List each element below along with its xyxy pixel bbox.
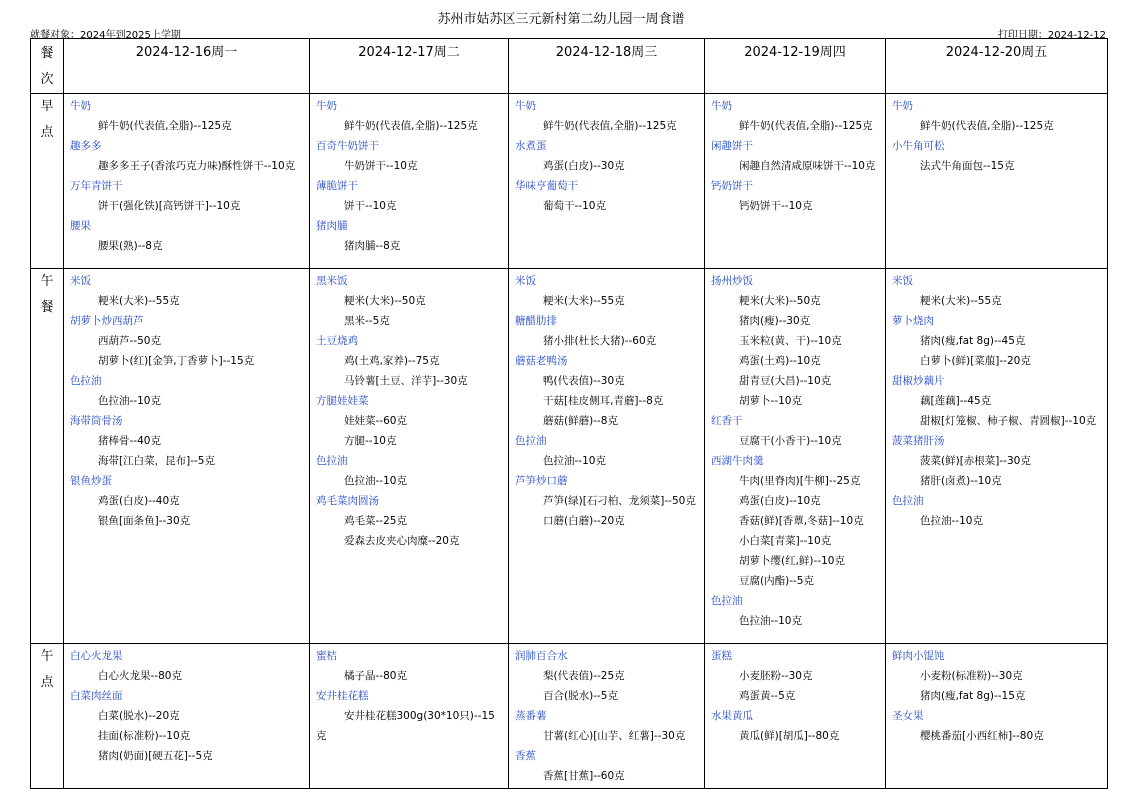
ingredient-item: 海带[江白菜，昆布]--5克 bbox=[98, 455, 215, 467]
ingredient-item: 猪肝(卤煮)--10克 bbox=[920, 475, 1002, 487]
menu-cell-snack-mon bbox=[64, 644, 310, 789]
ingredient-item: 色拉油--10克 bbox=[344, 475, 407, 487]
ingredient-item: 闲趣自然清咸原味饼干--10克 bbox=[739, 160, 876, 172]
dish-name: 腰果 bbox=[70, 220, 91, 232]
dish-name: 小牛角可松 bbox=[892, 140, 945, 152]
ingredient-item: 法式牛角面包--15克 bbox=[920, 160, 1015, 172]
ingredient-item: 鸡(土鸡,家养)--75克 bbox=[344, 355, 440, 367]
dish-name: 色拉油 bbox=[711, 595, 743, 607]
dish-name: 鲜肉小馄饨 bbox=[892, 650, 945, 662]
ingredient-item: 白菜(脱水)--20克 bbox=[98, 710, 180, 722]
ingredient-item: 色拉油--10克 bbox=[98, 395, 161, 407]
ingredient-item: 粳米(大米)--55克 bbox=[543, 295, 625, 307]
dish-name: 萝卜烧肉 bbox=[892, 315, 934, 327]
dish-name: 蘑菇老鸭汤 bbox=[515, 355, 568, 367]
ingredient-item: 豆腐(内酯)--5克 bbox=[739, 575, 814, 587]
ingredient-item: 粳米(大米)--50克 bbox=[344, 295, 426, 307]
dish-name: 香蕉 bbox=[515, 750, 536, 762]
dish-name: 猪肉脯 bbox=[316, 220, 348, 232]
header-row bbox=[31, 39, 1108, 94]
meal-row-snack bbox=[31, 644, 1108, 789]
meal-label-breakfast bbox=[31, 94, 64, 269]
dish-name: 土豆烧鸡 bbox=[316, 335, 358, 347]
ingredient-item: 鸡蛋黄--5克 bbox=[739, 690, 796, 702]
dish-name: 牛奶 bbox=[70, 100, 91, 112]
menu-cell-snack-fri bbox=[886, 644, 1108, 789]
menu-cell-snack-tue bbox=[310, 644, 509, 789]
dish-name: 米饭 bbox=[515, 275, 536, 287]
dish-name: 水果黄瓜 bbox=[711, 710, 753, 722]
ingredient-item: 蘑菇(鲜蘑)--8克 bbox=[543, 415, 618, 427]
ingredient-item: 爱森去皮夹心肉糜--20克 bbox=[344, 535, 460, 547]
ingredient-item: 鸡蛋(土鸡)--10克 bbox=[739, 355, 821, 367]
ingredient-item: 香菇(鲜)[香蕈,冬菇]--10克 bbox=[739, 515, 864, 527]
ingredient-item: 色拉油--10克 bbox=[543, 455, 606, 467]
corner-label-2: 次 bbox=[40, 72, 54, 87]
dish-name: 色拉油 bbox=[316, 455, 348, 467]
dish-name: 蜜桔 bbox=[316, 650, 337, 662]
meal-label-lunch bbox=[31, 269, 64, 644]
dish-name: 扬州炒饭 bbox=[711, 275, 753, 287]
dish-name: 海带筒骨汤 bbox=[70, 415, 123, 427]
dish-name: 米饭 bbox=[70, 275, 91, 287]
ingredient-item: 趣多多王子(香浓巧克力味)酥性饼干--10克 bbox=[98, 160, 296, 172]
ingredient-item: 香蕉[甘蕉]--60克 bbox=[543, 770, 625, 782]
ingredient-item: 鲜牛奶(代表值,全脂)--125克 bbox=[920, 120, 1054, 132]
day-header-wed: 2024-12-18周三 bbox=[509, 39, 705, 94]
dish-name: 西湖牛肉羹 bbox=[711, 455, 764, 467]
dish-name: 黑米饭 bbox=[316, 275, 348, 287]
ingredient-item: 梨(代表值)--25克 bbox=[543, 670, 625, 682]
ingredient-item: 西葫芦--50克 bbox=[98, 335, 161, 347]
ingredient-item: 胡萝卜(红)[金笋,丁香萝卜]--15克 bbox=[98, 355, 255, 367]
ingredient-item: 鲜牛奶(代表值,全脂)--125克 bbox=[344, 120, 478, 132]
meal-row-breakfast bbox=[31, 94, 1108, 269]
ingredient-item: 鲜牛奶(代表值,全脂)--125克 bbox=[543, 120, 677, 132]
ingredient-item: 甜青豆(大昌)--10克 bbox=[739, 375, 832, 387]
ingredient-item: 腰果(熟)--8克 bbox=[98, 240, 163, 252]
dish-name: 牛奶 bbox=[515, 100, 536, 112]
ingredient-item: 猪肉(瘦,fat 8g)--15克 bbox=[920, 690, 1026, 702]
ingredient-item: 猪棒骨--40克 bbox=[98, 435, 161, 447]
ingredient-item: 葡萄干--10克 bbox=[543, 200, 606, 212]
menu-cell-breakfast-tue bbox=[310, 94, 509, 269]
page-title: 苏州市姑苏区三元新村第二幼儿园一周食谱 bbox=[437, 12, 685, 27]
day-header-mon: 2024-12-16周一 bbox=[64, 39, 310, 94]
dish-name: 红香干 bbox=[711, 415, 743, 427]
dish-name: 趣多多 bbox=[70, 140, 102, 152]
dish-name: 闲趣饼干 bbox=[711, 140, 753, 152]
ingredient-item: 豆腐干(小香干)--10克 bbox=[739, 435, 842, 447]
ingredient-item: 牛奶饼干--10克 bbox=[344, 160, 418, 172]
ingredient-item: 色拉油--10克 bbox=[739, 615, 802, 627]
dish-name: 华味亨葡萄干 bbox=[515, 180, 578, 192]
ingredient-item: 甜椒[灯笼椒、柿子椒、青圆椒]--10克 bbox=[920, 415, 1097, 427]
ingredient-item: 口蘑(白蘑)--20克 bbox=[543, 515, 625, 527]
ingredient-item: 小麦胚粉--30克 bbox=[739, 670, 813, 682]
menu-cell-snack-wed bbox=[509, 644, 705, 789]
meal-label-char: 午 bbox=[40, 274, 54, 289]
meal-label-char: 午 bbox=[40, 649, 54, 664]
ingredient-item: 藕[莲藕]--45克 bbox=[920, 395, 992, 407]
dish-name: 安井桂花糕 bbox=[316, 690, 369, 702]
dish-name: 菠菜猪肝汤 bbox=[892, 435, 945, 447]
ingredient-item: 粳米(大米)--55克 bbox=[98, 295, 180, 307]
menu-cell-lunch-thu bbox=[705, 269, 886, 644]
ingredient-item: 玉米粒(黄、干)--10克 bbox=[739, 335, 842, 347]
corner-cell bbox=[31, 39, 64, 94]
meal-label-char: 点 bbox=[40, 675, 54, 690]
menu-cell-lunch-wed bbox=[509, 269, 705, 644]
dish-name: 万年青饼干 bbox=[70, 180, 123, 192]
day-header-tue: 2024-12-17周二 bbox=[310, 39, 509, 94]
ingredient-item: 胡萝卜缨(红,鲜)--10克 bbox=[739, 555, 845, 567]
dish-name: 色拉油 bbox=[892, 495, 924, 507]
ingredient-item: 牛肉(里脊肉)[牛柳]--25克 bbox=[739, 475, 861, 487]
dish-name: 水煮蛋 bbox=[515, 140, 547, 152]
ingredient-item: 猪肉(奶面)[硬五花]--5克 bbox=[98, 750, 213, 762]
ingredient-item: 黄瓜(鲜)[胡瓜]--80克 bbox=[739, 730, 840, 742]
dish-name: 百奇牛奶饼干 bbox=[316, 140, 379, 152]
ingredient-item: 娃娃菜--60克 bbox=[344, 415, 407, 427]
ingredient-item: 猪小排(杜长大猪)--60克 bbox=[543, 335, 657, 347]
ingredient-item: 白心火龙果--80克 bbox=[98, 670, 182, 682]
ingredient-item: 钙奶饼干--10克 bbox=[739, 200, 813, 212]
dish-name: 色拉油 bbox=[515, 435, 547, 447]
dish-name: 鸡毛菜肉圆汤 bbox=[316, 495, 379, 507]
dish-name: 米饭 bbox=[892, 275, 913, 287]
dish-name: 糖醋肋排 bbox=[515, 315, 557, 327]
day-header-thu: 2024-12-19周四 bbox=[705, 39, 886, 94]
dish-name: 蛋糕 bbox=[711, 650, 732, 662]
dish-name: 牛奶 bbox=[316, 100, 337, 112]
menu-table bbox=[30, 38, 1108, 789]
ingredient-item: 粳米(大米)--55克 bbox=[920, 295, 1002, 307]
ingredient-item: 饼干(强化铁)[高钙饼干]--10克 bbox=[98, 200, 241, 212]
ingredient-item: 小麦粉(标准粉)--30克 bbox=[920, 670, 1023, 682]
ingredient-item: 挂面(标准粉)--10克 bbox=[98, 730, 191, 742]
menu-cell-lunch-tue bbox=[310, 269, 509, 644]
meal-row-lunch bbox=[31, 269, 1108, 644]
ingredient-item: 胡萝卜--10克 bbox=[739, 395, 802, 407]
ingredient-item: 白萝卜(鲜)[菜菔]--20克 bbox=[920, 355, 1031, 367]
ingredient-item: 甘薯(红心)[山芋、红薯]--30克 bbox=[543, 730, 686, 742]
ingredient-item: 黑米--5克 bbox=[344, 315, 390, 327]
dish-name: 牛奶 bbox=[711, 100, 732, 112]
meal-label-char: 早 bbox=[40, 99, 54, 114]
ingredient-item: 小白菜[青菜]--10克 bbox=[739, 535, 832, 547]
ingredient-item: 鸡毛菜--25克 bbox=[344, 515, 407, 527]
print-date: 打印日期：2024-12-12 bbox=[997, 30, 1106, 41]
ingredient-item: 猪肉(瘦)--30克 bbox=[739, 315, 811, 327]
ingredient-item: 樱桃番茄[小西红柿]--80克 bbox=[920, 730, 1044, 742]
ingredient-item: 安井桂花糕300g(30*10只)--15克 bbox=[316, 710, 495, 742]
meal-label-char: 餐 bbox=[40, 300, 54, 315]
menu-cell-snack-thu bbox=[705, 644, 886, 789]
ingredient-item: 鸡蛋(白皮)--40克 bbox=[98, 495, 180, 507]
ingredient-item: 方腿--10克 bbox=[344, 435, 397, 447]
menu-cell-lunch-mon bbox=[64, 269, 310, 644]
menu-cell-breakfast-wed bbox=[509, 94, 705, 269]
dish-name: 白心火龙果 bbox=[70, 650, 123, 662]
dish-name: 润肺百合水 bbox=[515, 650, 568, 662]
ingredient-item: 猪肉脯--8克 bbox=[344, 240, 401, 252]
dish-name: 芦笋炒口蘑 bbox=[515, 475, 568, 487]
ingredient-item: 马铃薯[土豆、洋芋]--30克 bbox=[344, 375, 468, 387]
dish-name: 薄脆饼干 bbox=[316, 180, 358, 192]
day-header-fri: 2024-12-20周五 bbox=[886, 39, 1108, 94]
menu-cell-breakfast-mon bbox=[64, 94, 310, 269]
ingredient-item: 饼干--10克 bbox=[344, 200, 397, 212]
ingredient-item: 银鱼[面条鱼]--30克 bbox=[98, 515, 191, 527]
dish-name: 蒸番薯 bbox=[515, 710, 547, 722]
ingredient-item: 猪肉(瘦,fat 8g)--45克 bbox=[920, 335, 1026, 347]
dish-name: 甜椒炒藕片 bbox=[892, 375, 945, 387]
ingredient-item: 鲜牛奶(代表值,全脂)--125克 bbox=[98, 120, 232, 132]
menu-cell-breakfast-thu bbox=[705, 94, 886, 269]
ingredient-item: 干菇[桂皮侧耳,青蘑]--8克 bbox=[543, 395, 664, 407]
dish-name: 方腿娃娃菜 bbox=[316, 395, 369, 407]
dish-name: 白菜肉丝面 bbox=[70, 690, 123, 702]
ingredient-item: 鸡蛋(白皮)--10克 bbox=[739, 495, 821, 507]
ingredient-item: 鲜牛奶(代表值,全脂)--125克 bbox=[739, 120, 873, 132]
ingredient-item: 菠菜(鲜)[赤根菜]--30克 bbox=[920, 455, 1031, 467]
ingredient-item: 芦笋(绿)[石刁柏、龙须菜]--50克 bbox=[543, 495, 696, 507]
dish-name: 色拉油 bbox=[70, 375, 102, 387]
ingredient-item: 色拉油--10克 bbox=[920, 515, 983, 527]
menu-cell-lunch-fri bbox=[886, 269, 1108, 644]
ingredient-item: 鸡蛋(白皮)--30克 bbox=[543, 160, 625, 172]
dish-name: 钙奶饼干 bbox=[711, 180, 753, 192]
menu-cell-breakfast-fri bbox=[886, 94, 1108, 269]
ingredient-item: 鸭(代表值)--30克 bbox=[543, 375, 625, 387]
dish-name: 银鱼炒蛋 bbox=[70, 475, 112, 487]
ingredient-item: 粳米(大米)--50克 bbox=[739, 295, 821, 307]
dish-name: 圣女果 bbox=[892, 710, 924, 722]
meal-label-snack bbox=[31, 644, 64, 789]
dining-target: 就餐对象：2024年到2025上学期 bbox=[30, 30, 181, 41]
dish-name: 胡萝卜炒西葫芦 bbox=[70, 315, 144, 327]
ingredient-item: 橘子晶--80克 bbox=[344, 670, 407, 682]
ingredient-item: 百合(脱水)--5克 bbox=[543, 690, 618, 702]
dish-name: 牛奶 bbox=[892, 100, 913, 112]
corner-label-1: 餐 bbox=[40, 46, 54, 61]
meal-label-char: 点 bbox=[40, 125, 54, 140]
